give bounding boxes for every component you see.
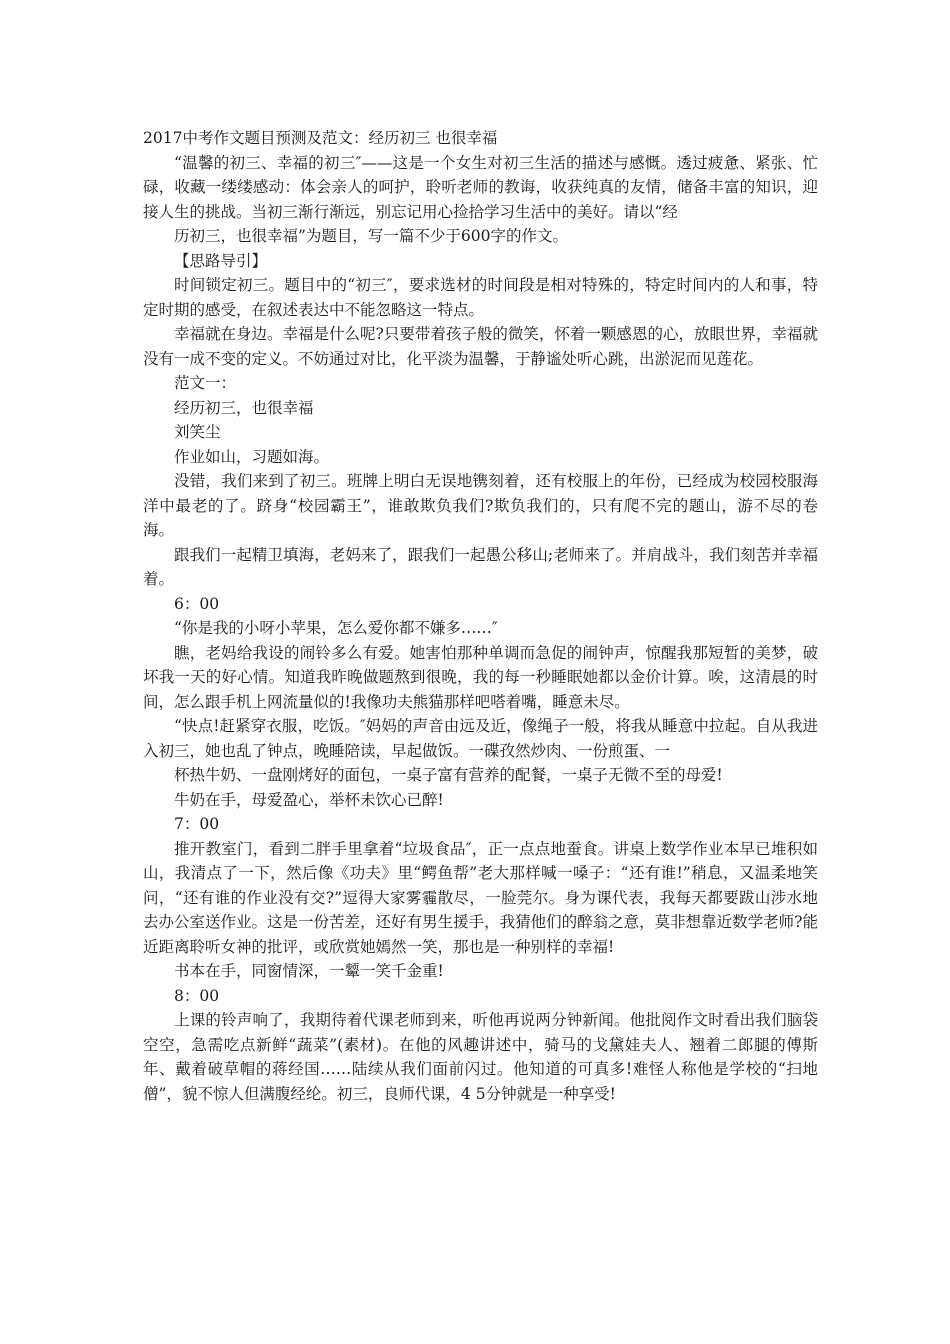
- essay-paragraph: “快点!赶紧穿衣服，吃饭。″妈妈的声音由远及近，像绳子一般，将我从睡意中拉起。自从我进入初三，她也乱了钟点，晚睡陪读，早起做饭。一碟孜然炒肉、一份煎蛋、一: [143, 717, 818, 760]
- essay-paragraph: 瞧，老妈给我设的闹铃多么有爱。她害怕那种单调而急促的闹钟声，惊醒我那短暂的美梦，破坏我一天的好心情。知道我昨晚做题熬到很晚，我的每一秒睡眠她都以金价计算。唉，这清晨的时间，怎么跟手机上网流量似的!我像功夫熊猫那样吧嗒着嘴，睡意未尽。: [143, 643, 818, 711]
- paragraph-guide-happiness: 幸福就在身边。幸福是什么呢?只要带着孩子般的微笑，怀着一颗感恩的心，放眼世界，幸福就没有一成不变的定义。不妨通过对比，化平淡为温馨，于静谧处听心跳，出淤泥而见莲花。: [143, 325, 818, 368]
- document-page: [143, 126, 818, 1106]
- essay-paragraph: 书本在手，同窗情深，一颦一笑千金重!: [174, 962, 444, 980]
- essay-paragraph: 推开教室门，看到二胖手里拿着“垃圾食品″，正一点点地蚕食。讲桌上数学作业本早已堆积如山，我清点了一下，然后像《功夫》里“鳄鱼帮”老大那样喊一嗓子：“还有谁!”稍息，又温柔地笑问，“还有谁的作业没有交?”逗得大家雾霾散尽，一脸莞尔。身为课代表，我每天都要跋山涉水地去办公室送作业。这是一份苦差，还好有男生援手，我猜他们的醉翁之意，莫非想靠近数学老师?能近距离聆听女神的批评，或欣赏她嫣然一笑，那也是一种别样的幸福!: [143, 839, 818, 956]
- essay-paragraph: 杯热牛奶、一盘刚烤好的面包，一桌子富有营养的配餐，一桌子无微不至的母爱!: [174, 766, 723, 784]
- essay-paragraph: 没错，我们来到了初三。班牌上明白无误地镌刻着，还有校服上的年份，已经成为校园校服海洋中最老的了。跻身“校园霸王”，谁敢欺负我们?欺负我们的，只有爬不完的题山，游不尽的卷海。: [143, 472, 818, 539]
- essay-paragraph: 上课的铃声响了，我期待着代课老师到来，听他再说两分钟新闻。他批阅作文时看出我们脑袋空空，急需吃点新鲜“蔬菜”(素材)。在他的风趣讲述中，骑马的戈黛娃夫人、翘着二郎腿的傅斯年、戴着破草帽的蒋经国……陆续从我们面前闪过。他知道的可真多!难怪人称他是学校的“扫地僧”，貌不惊人但满腹经纶。初三，良师代课，4 5分钟就是一种享受!: [143, 1011, 818, 1103]
- essay-author: 刘笑尘: [174, 423, 221, 441]
- time-heading-6: 6：00: [174, 594, 220, 613]
- essay-paragraph: 作业如山，习题如海。: [174, 447, 330, 466]
- paragraph-prompt-intro: “温馨的初三、幸福的初三″——这是一个女生对初三生活的描述与感慨。透过疲惫、紧张、忙碌，收藏一缕缕感动：体会亲人的呵护，聆听老师的教诲，收获纯真的友情，储备丰富的知识，迎接人生的挑战。当初三渐行渐远，别忘记用心捡拾学习生活中的美好。请以“经: [143, 153, 818, 221]
- time-heading-8: 8：00: [174, 986, 220, 1005]
- time-heading-7: 7：00: [174, 815, 220, 833]
- document-title: 2017中考作文题目预测及范文：经历初三 也很幸福: [143, 129, 498, 147]
- essay-paragraph: 牛奶在手，母爱盈心，举杯未饮心已醉!: [174, 790, 444, 809]
- paragraph-prompt-requirement: 历初三，也很幸福”为题目，写一篇不少于600字的作文。: [174, 227, 569, 245]
- paragraph-guide-time: 时间锁定初三。题目中的“初三″，要求选材的时间段是相对特殊的，特定时间内的人和事，特定时期的感受，在叙述表达中不能忽略这一特点。: [143, 276, 818, 319]
- essay-paragraph: 跟我们一起精卫填海，老妈来了，跟我们一起愚公移山;老师来了。并肩战斗，我们刻苦并幸福着。: [143, 545, 818, 588]
- sample-essay-label: 范文一：: [174, 374, 237, 392]
- essay-title: 经历初三，也很幸福: [174, 398, 314, 417]
- essay-paragraph: “你是我的小呀小苹果，怎么爱你都不嫌多……″: [174, 619, 498, 637]
- section-heading-guide: 【思路导引】: [174, 251, 268, 270]
